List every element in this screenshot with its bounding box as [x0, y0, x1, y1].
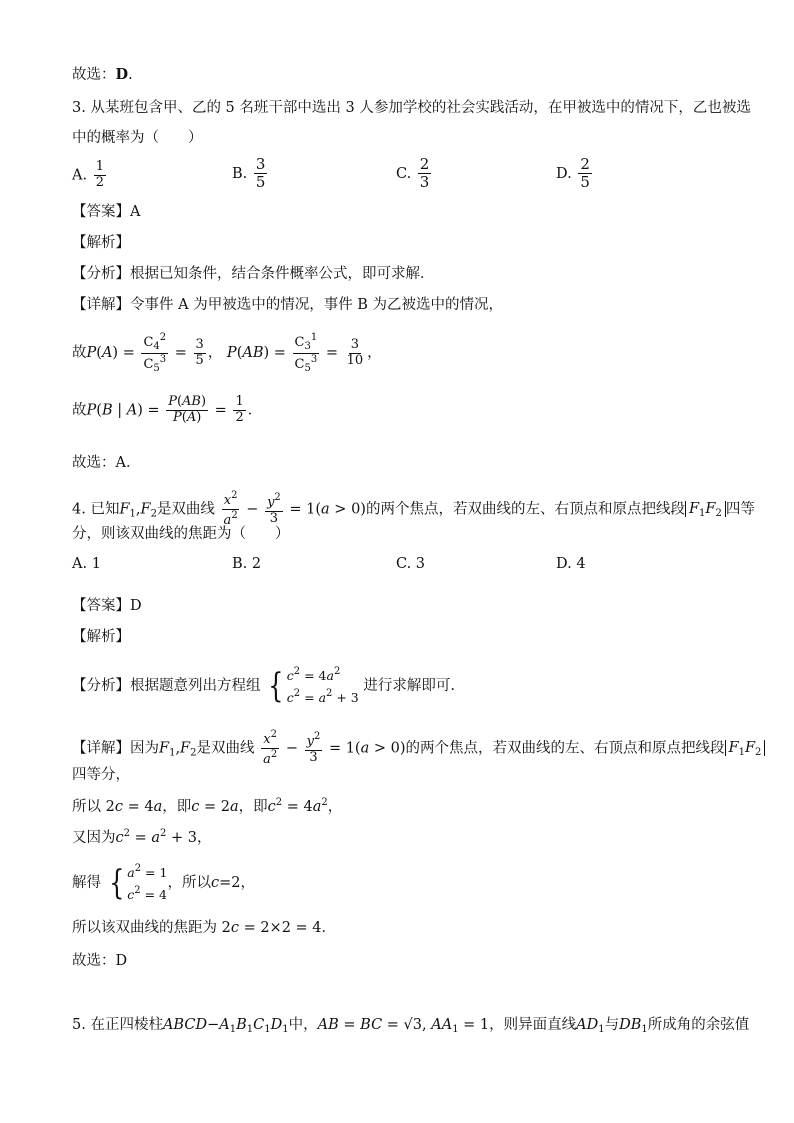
q3-fenxi: 【分析】根据已知条件，结合条件概率公式，即可求解． — [72, 266, 435, 282]
q3-option-c: C. $\frac{2}{3}$ — [396, 155, 430, 192]
q3-option-d: D. $\frac{2}{5}$ — [556, 155, 590, 192]
prev-conclusion: 故选：D. — [72, 66, 133, 83]
q5-stem: 5. 在正四棱柱$ABCD-A_1B_1C_1D_1$中，AB = BC = √3, $AA_1 = 1$，则异面直线$AD_1$与$DB_1$所成角的余弦值 — [72, 1017, 750, 1035]
q3-xiangjie: 【详解】令事件 A 为甲被选中的情况，事件 B 为乙被选中的情况， — [72, 297, 504, 313]
q4-option-d: D. 4 — [556, 556, 586, 572]
q3-answer: 【答案】A — [72, 204, 141, 220]
q4-result: 故选：D — [72, 953, 128, 969]
q4-xj-line2: 四等分， — [72, 767, 130, 783]
q3-formula-2: 故P(B | A) = $\frac{P(AB)}{P(A)}$ = $\frac{1}{2}$ ． — [72, 394, 263, 425]
q3-formula-1: 故P(A) = $\frac{C_4^2}{C_5^3}$ = $\frac{3}{5}$ ， P(AB) = $\frac{C_3^1}{C_5^3}$ = $\frac{3}{10}$ ， — [72, 332, 382, 374]
q3-stem-line2: 中的概率为（ ） — [72, 130, 203, 146]
q4-step-2: 又因为$c^2 = a^2 + 3$， — [72, 828, 212, 846]
q4-stem-line2: 分，则该双曲线的焦距为（ ） — [72, 526, 290, 542]
q4-analysis-tag: 【解析】 — [72, 629, 130, 645]
q3-stem-line1: 3. 从某班包含甲、乙的 5 名班干部中选出 3 人参加学校的社会实践活动，在甲被选中的情况下，乙也被选 — [72, 100, 751, 116]
q4-option-b: B. 2 — [232, 556, 262, 572]
q4-xiangjie: 【详解】因为$F_1,F_2$是双曲线 $\frac{x^2}{a^2}$ − $\frac{y^2}{3}$ = 1(a > 0)的两个焦点，若双曲线的左、右顶点和原点把线段 $F_1F_2$ — [72, 729, 765, 768]
q4-step-3: 解得 { $a^2 = 1$ $c^2 = 4$ ，所以c=2， — [72, 862, 255, 903]
q4-stem-line1: 4. 已知$F_1,F_2$是双曲线 $\frac{x^2}{a^2}$ − $\frac{y^2}{3}$ = 1(a > 0)的两个焦点，若双曲线的左、右顶点和原点把线段 $F_1F_2$ 四等 — [72, 490, 755, 528]
q4-fenxi: 【分析】根据题意列出方程组 { $c^2 = 4a^2$ $c^2 = a^2 + 3$ 进行求解即可. — [72, 665, 455, 706]
q4-option-c: C. 3 — [396, 556, 426, 572]
q3-option-a: A. $\frac{1}{2}$ — [72, 159, 104, 190]
q4-answer: 【答案】D — [72, 598, 142, 614]
q3-analysis-tag: 【解析】 — [72, 235, 130, 251]
q3-option-b: B. $\frac{3}{5}$ — [232, 155, 266, 192]
q4-option-a: A. 1 — [72, 556, 101, 572]
q4-step-1: 所以 2c = 4a，即c = 2a，即$c^2 = 4a^2$， — [72, 797, 343, 815]
q3-result: 故选：A． — [72, 455, 141, 471]
q4-step-4: 所以该双曲线的焦距为 2c = 2×2 = 4． — [72, 920, 337, 936]
